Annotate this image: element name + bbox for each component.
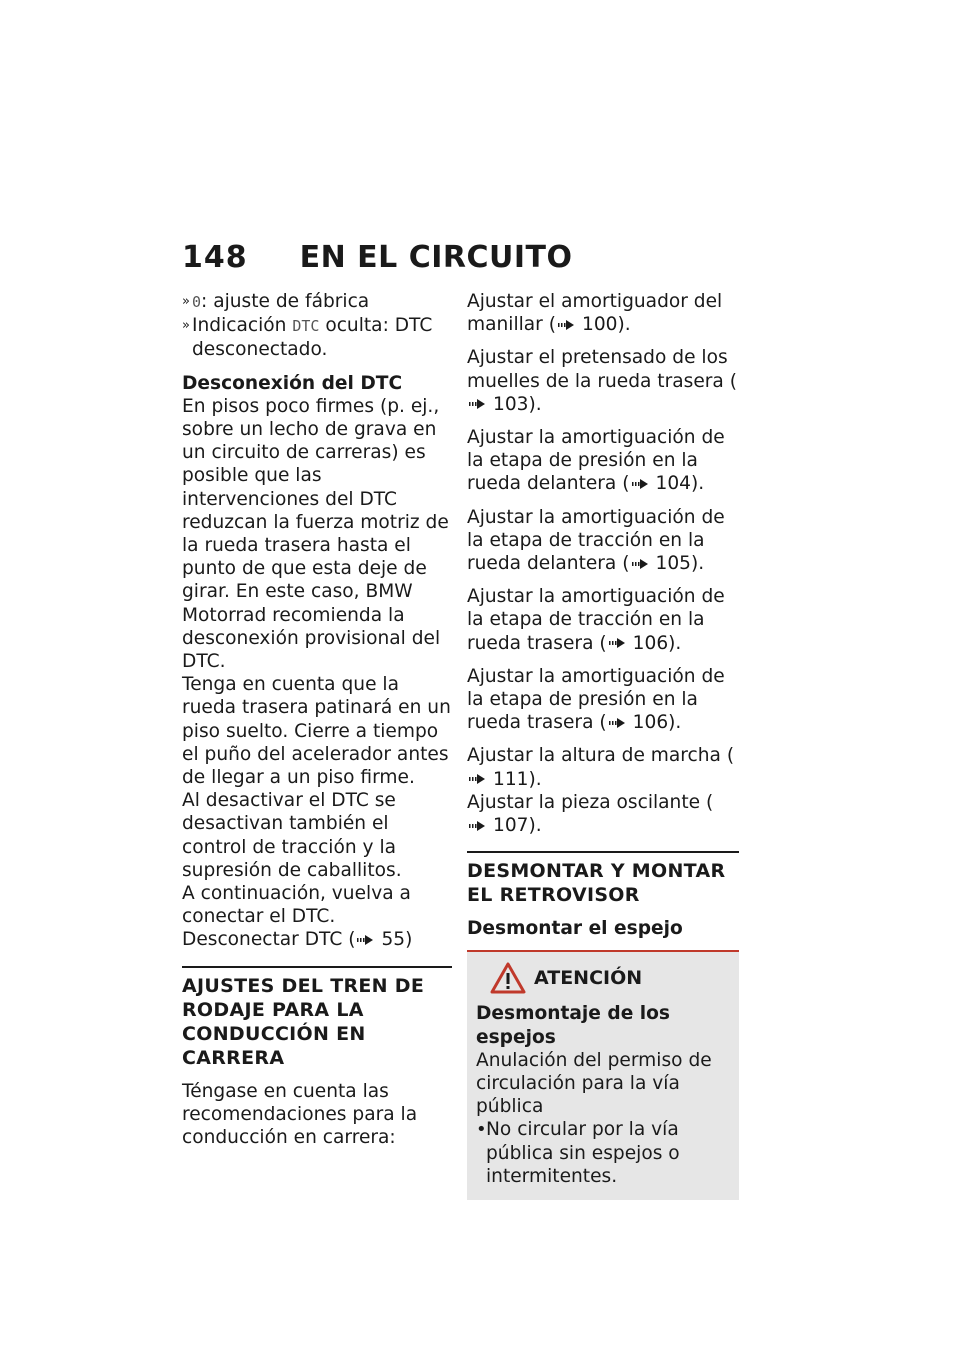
paragraph: Tenga en cuenta que la rueda trasera patinará en un piso suelto. Cierre a tiempo el puño del acelerador antes de llegar a un piso firme. <box>182 674 451 789</box>
code-zero: 0 <box>192 293 202 311</box>
reference-text: Desconectar DTC ( <box>182 929 356 951</box>
attention-heading: Desmontaje de los espejos <box>476 1003 670 1048</box>
paragraph: A continuación, vuelva a conectar el DTC. <box>182 883 411 928</box>
bullet-text: : ajuste de fábrica <box>201 291 370 312</box>
attention-header <box>476 962 730 994</box>
warning-triangle-icon <box>490 962 526 994</box>
list-item: Ajustar el amortiguador del manillar ( 100). <box>467 291 723 336</box>
page-reference-arrow-icon <box>469 821 485 831</box>
chapter-title: EN EL CIRCUITO <box>299 240 573 275</box>
bullet-factory-setting <box>182 290 452 314</box>
list-item: Ajustar la pieza oscilante (107). <box>467 791 714 837</box>
attention-title: ATENCIÓN <box>534 966 643 989</box>
paragraph-reference <box>182 928 452 951</box>
section-divider <box>467 851 739 853</box>
paragraph: Téngase en cuenta las recomendaciones para la conducción en carrera: <box>182 1080 418 1149</box>
reference-page: 55) <box>381 929 413 951</box>
double-chevron-icon: » <box>182 318 190 334</box>
page-reference-arrow-icon <box>469 774 485 784</box>
page-reference-arrow-icon <box>609 718 625 728</box>
page-reference-arrow-icon <box>558 320 574 330</box>
left-column <box>182 290 452 1149</box>
section-divider <box>182 966 452 968</box>
section-title-mirror: DESMONTAR Y MONTAR EL RETROVISOR <box>467 860 726 907</box>
list-item: Ajustar la amortiguación de la etapa de presión en la rueda trasera ( 106). <box>467 665 725 734</box>
paragraph: En pisos poco firmes (p. ej., sobre un lecho de grava en un circuito de carreras) es posible que las intervenciones del DTC reduzcan la fuerza motriz de la rueda trasera hasta el punto de que esta deje de girar. En este caso, BMW Motorrad recomienda la desconexión provisional del DTC. <box>182 395 449 673</box>
page-header <box>182 240 573 280</box>
page-reference-arrow-icon <box>609 638 625 648</box>
bullet-text-pre: Indicación <box>192 315 293 337</box>
page-number: 148 <box>182 240 248 275</box>
right-column <box>467 290 739 1200</box>
attention-text: Anulación del permiso de circulación para la vía pública <box>476 1049 712 1118</box>
list-item: Ajustar la amortiguación de la etapa de tracción en la rueda trasera ( 106). <box>467 586 725 654</box>
double-chevron-icon: » <box>182 294 190 309</box>
section-title-race-suspension: AJUSTES DEL TREN DE RODAJE PARA LA CONDUCCIÓN EN CARRERA <box>182 974 425 1069</box>
list-item: Ajustar el pretensado de los muelles de la rueda trasera (103). <box>467 347 737 415</box>
paragraph: Al desactivar el DTC se desactivan también el control de tracción y la supresión de caballitos. <box>182 790 402 881</box>
page-reference-arrow-icon <box>632 559 648 569</box>
attention-bullet-text: No circular por la vía pública sin espejos o intermitentes. <box>486 1119 680 1187</box>
page-reference-arrow-icon <box>469 399 485 409</box>
page-reference-arrow-icon <box>357 935 373 945</box>
code-dtc: DTC <box>292 317 320 336</box>
list-item: Ajustar la amortiguación de la etapa de presión en la rueda delantera ( 104). <box>467 427 725 495</box>
bullet-dot-icon: • <box>476 1119 487 1141</box>
attention-box <box>467 950 739 1200</box>
bullet-text-post: oculta: DTC desconectado. <box>192 315 433 361</box>
list-item: Ajustar la amortiguación de la etapa de tracción en la rueda delantera ( 105). <box>467 506 725 575</box>
page-reference-arrow-icon <box>632 479 648 489</box>
list-item: Ajustar la altura de marcha (111). <box>467 745 735 790</box>
attention-bullet <box>476 1118 730 1188</box>
bullet-dtc-indication <box>182 314 452 361</box>
subheading-remove-mirror: Desmontar el espejo <box>467 918 683 940</box>
subheading-dtc-off: Desconexión del DTC <box>182 372 403 394</box>
